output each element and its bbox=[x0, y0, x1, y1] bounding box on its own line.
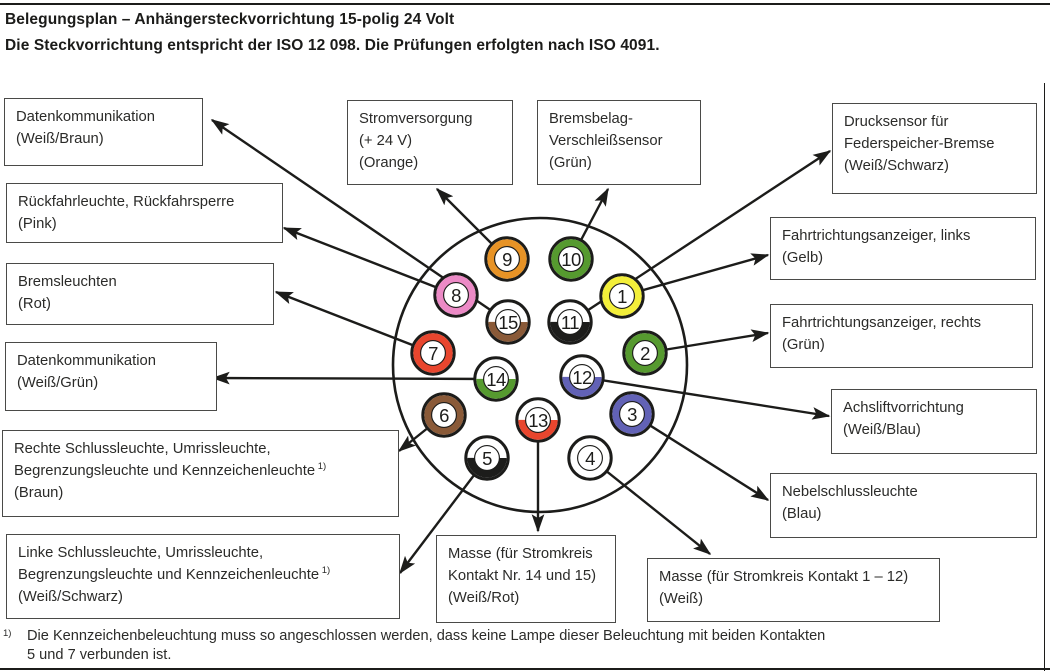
pin-10 bbox=[550, 238, 592, 280]
label-fahrtrichtungsanzeiger-links bbox=[770, 217, 1036, 280]
leader-arrow-pin-14 bbox=[213, 378, 496, 379]
leader-arrow-pin-8 bbox=[284, 228, 456, 295]
label-line: Datenkommunikation bbox=[16, 109, 155, 125]
label-line: (Weiß/Braun) bbox=[16, 130, 104, 147]
pin-number: 6 bbox=[439, 405, 449, 426]
label-line: Masse (für Stromkreis bbox=[448, 546, 593, 562]
label-line: (Weiß/Rot) bbox=[448, 589, 520, 606]
label-line: (Grün) bbox=[782, 336, 825, 353]
label-masse-kontakt-1-12 bbox=[647, 558, 940, 622]
label-line: (Gelb) bbox=[782, 249, 824, 266]
pin-12 bbox=[561, 356, 603, 398]
pin-1 bbox=[601, 275, 643, 317]
label-line: (Weiß/Blau) bbox=[843, 421, 921, 438]
label-line: Achsliftvorrichtung bbox=[843, 400, 964, 416]
label-line: Rückfahrleuchte, Rückfahrsperre bbox=[18, 194, 235, 210]
pin-number: 9 bbox=[502, 249, 512, 270]
label-line: Federspeicher-Bremse bbox=[844, 135, 995, 152]
label-line: Linke Schlussleuchte, Umrissleuchte, bbox=[18, 545, 264, 561]
label-line: (Orange) bbox=[359, 154, 419, 171]
title-line-1: Belegungsplan – Anhängersteckvorrichtung 15-polig 24 Volt bbox=[5, 11, 455, 28]
pin-number: 3 bbox=[627, 404, 637, 425]
label-drucksensor-federspeicher-bremse bbox=[832, 103, 1037, 194]
label-line: Masse (für Stromkreis Kontakt 1 – 12) bbox=[659, 569, 909, 585]
pin-4 bbox=[569, 437, 611, 479]
label-line: (Braun) bbox=[14, 484, 64, 501]
pin-number: 13 bbox=[528, 410, 548, 431]
footnote-line-2: 5 und 7 verbunden ist. bbox=[27, 646, 172, 663]
label-line: (Rot) bbox=[18, 295, 51, 312]
label-line: Verschleißsensor bbox=[549, 132, 663, 149]
pin-number: 11 bbox=[560, 312, 580, 333]
pin-number: 2 bbox=[640, 343, 650, 364]
label-line: Nebelschlussleuchte bbox=[782, 484, 918, 500]
pin-6 bbox=[423, 394, 465, 436]
pin-number: 12 bbox=[572, 367, 592, 388]
label-rechte-schlussleuchte bbox=[2, 430, 399, 517]
label-stromversorgung bbox=[347, 100, 513, 185]
label-line: (Blau) bbox=[782, 505, 822, 522]
label-linke-schlussleuchte bbox=[6, 534, 400, 619]
pin-15 bbox=[487, 301, 529, 343]
pin-number: 8 bbox=[451, 285, 461, 306]
pin-number: 7 bbox=[428, 343, 438, 364]
footnote-ref: 1) bbox=[315, 460, 327, 472]
footnote-text bbox=[27, 627, 825, 664]
label-achsliftvorrichtung bbox=[831, 389, 1037, 454]
label-line: (Weiß/Schwarz) bbox=[18, 588, 123, 605]
pin-2 bbox=[624, 332, 666, 374]
label-fahrtrichtungsanzeiger-rechts bbox=[770, 304, 1033, 368]
label-line: Stromversorgung bbox=[359, 111, 473, 127]
pin-number: 14 bbox=[486, 369, 506, 390]
pin-5 bbox=[466, 437, 508, 479]
label-line: (Grün) bbox=[549, 154, 592, 171]
label-line: Rechte Schlussleuchte, Umrissleuchte, bbox=[14, 441, 271, 457]
label-line: Begrenzungsleuchte und Kennzeichenleuchte $^{1)}$ bbox=[18, 564, 331, 583]
label-bremsleuchten bbox=[6, 263, 274, 325]
footnote-line-1: Die Kennzeichenbeleuchtung muss so angeschlossen werden, dass keine Lampe dieser Beleuchtung mit beiden Kontakten bbox=[27, 628, 826, 644]
pin-11 bbox=[549, 301, 591, 343]
label-line: (Weiß) bbox=[659, 590, 704, 607]
label-line: (Weiß/Schwarz) bbox=[844, 157, 949, 174]
footnote-ref: 1) bbox=[319, 564, 331, 576]
pin-number: 10 bbox=[561, 249, 581, 270]
label-datenkommunikation-weiss-braun bbox=[4, 98, 203, 166]
pin-number: 15 bbox=[498, 312, 518, 333]
pin-number: 4 bbox=[585, 448, 595, 469]
label-line: (Weiß/Grün) bbox=[17, 374, 99, 391]
label-line: Bremsbelag- bbox=[549, 111, 633, 127]
label-line: Datenkommunikation bbox=[17, 353, 156, 369]
label-line: (+ 24 V) bbox=[359, 132, 413, 149]
label-line: Kontakt Nr. 14 und 15) bbox=[448, 567, 597, 584]
label-bremsbelag-verschleisssensor bbox=[537, 100, 701, 185]
label-line: Fahrtrichtungsanzeiger, rechts bbox=[782, 315, 982, 331]
label-line: Begrenzungsleuchte und Kennzeichenleuchte $^{1)}$ bbox=[14, 460, 327, 479]
pin-number: 1 bbox=[617, 286, 627, 307]
label-line: Bremsleuchten bbox=[18, 274, 117, 290]
pin-14 bbox=[475, 358, 517, 400]
pin-7 bbox=[412, 332, 454, 374]
pin-13 bbox=[517, 399, 559, 441]
label-nebelschlussleuchte bbox=[770, 473, 1037, 538]
label-line: (Pink) bbox=[18, 215, 57, 232]
footnote bbox=[3, 627, 825, 664]
label-line: Drucksensor für bbox=[844, 114, 949, 130]
footnote-marker: 1) bbox=[3, 628, 12, 639]
pin-3 bbox=[611, 393, 653, 435]
title-line-2: Die Steckvorrichtung entspricht der ISO 12 098. Die Prüfungen erfolgten nach ISO 4091. bbox=[5, 37, 660, 54]
pin-8 bbox=[435, 274, 477, 316]
label-masse-kontakt-14-15 bbox=[436, 535, 616, 623]
label-datenkommunikation-weiss-gruen bbox=[5, 342, 217, 411]
label-line: Fahrtrichtungsanzeiger, links bbox=[782, 228, 971, 244]
pin-9 bbox=[486, 238, 528, 280]
pin-number: 5 bbox=[482, 448, 492, 469]
label-rueckfahrleuchte-rueckfahrsperre bbox=[6, 183, 283, 243]
